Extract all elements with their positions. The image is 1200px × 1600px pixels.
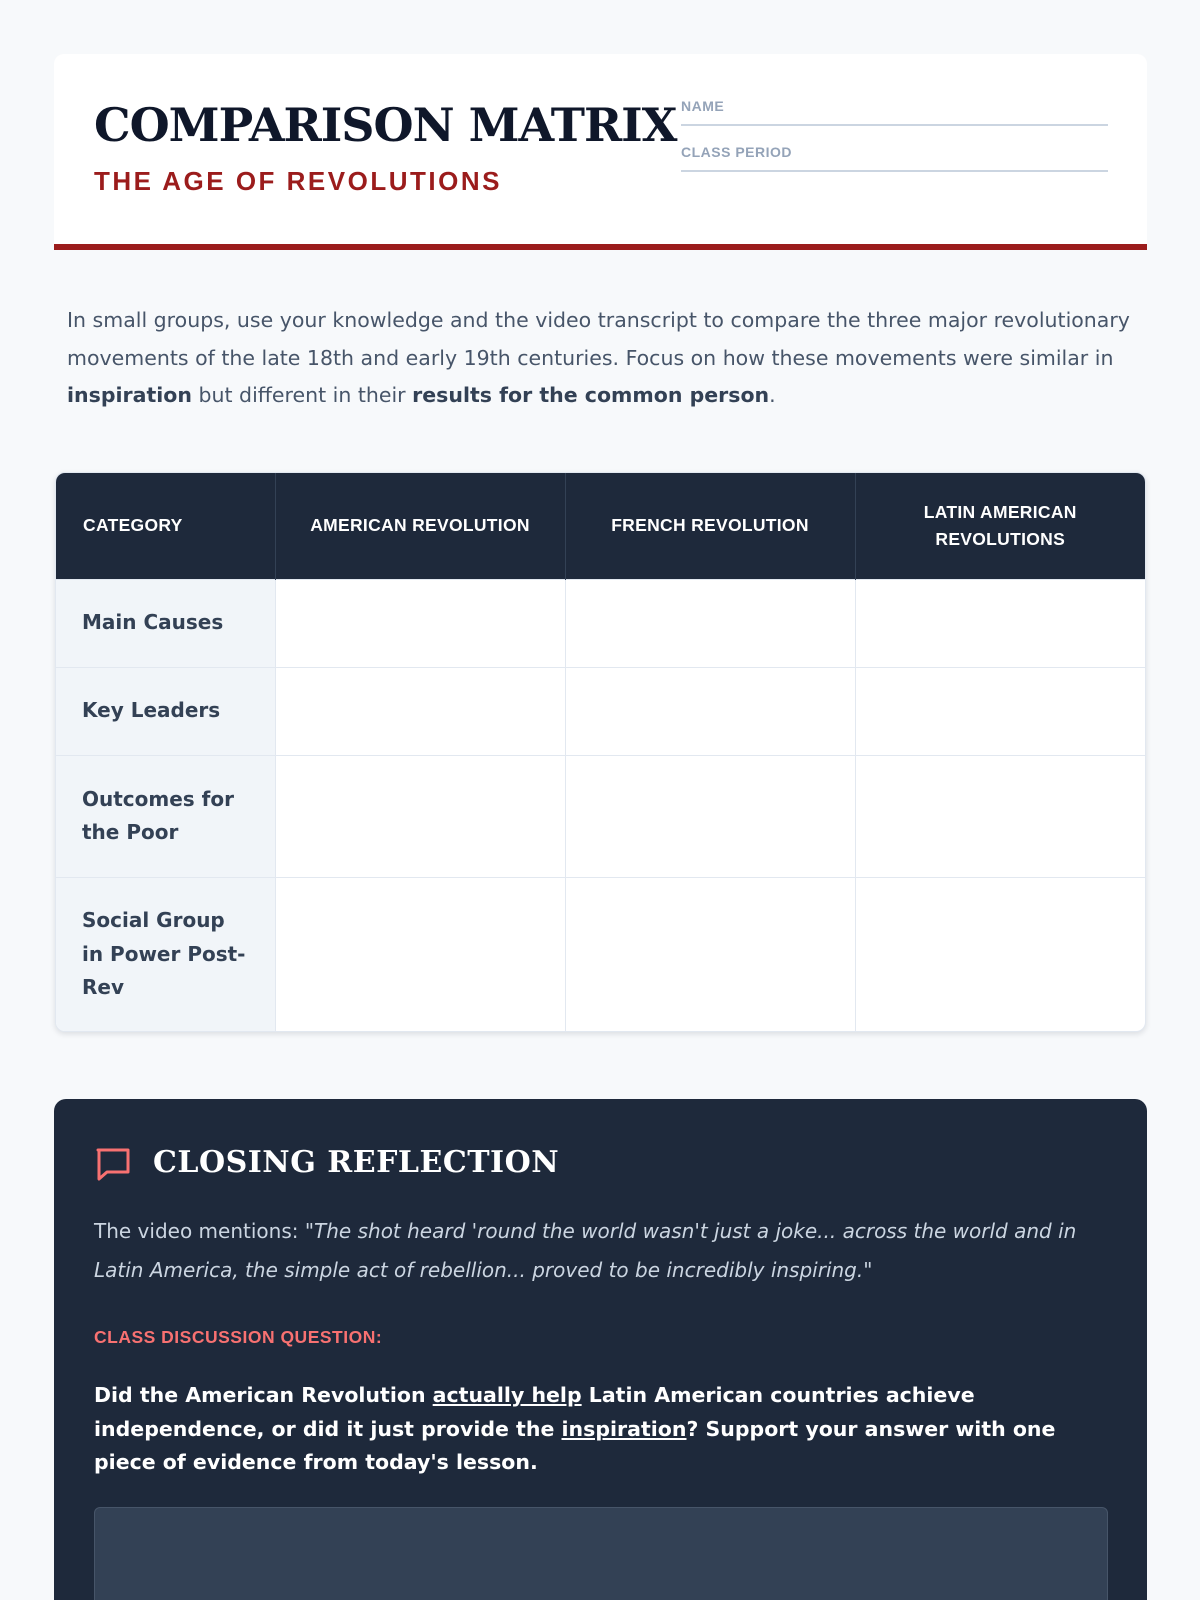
table-row xyxy=(56,667,1145,755)
instructions-text: . xyxy=(769,383,776,407)
header-card xyxy=(54,54,1147,250)
question-text: Did the American Revolution xyxy=(94,1383,433,1407)
instructions-text: In small groups, use your knowledge and the video transcript to compare the three major revolutionary movements of the late 18th and early 19th centuries. Focus on how these movements were similar in xyxy=(67,308,1130,370)
answer-cell[interactable] xyxy=(275,579,565,667)
answer-cell[interactable] xyxy=(565,877,855,1031)
speech-bubble-icon xyxy=(94,1145,132,1183)
table-row xyxy=(56,755,1145,877)
answer-cell[interactable] xyxy=(565,755,855,877)
class-period-field[interactable] xyxy=(681,142,1108,172)
name-label: NAME xyxy=(681,98,725,114)
class-period-label: CLASS PERIOD xyxy=(681,144,793,160)
table-row xyxy=(56,579,1145,667)
reflection-quote xyxy=(94,1212,1114,1289)
header-french-revolution: FRENCH REVOLUTION xyxy=(565,473,855,579)
comparison-matrix xyxy=(55,472,1146,1032)
discussion-question xyxy=(94,1379,1114,1480)
header-american-revolution: AMERICAN REVOLUTION xyxy=(275,473,565,579)
answer-cell[interactable] xyxy=(855,667,1145,755)
answer-cell[interactable] xyxy=(275,755,565,877)
reflection-answer-box[interactable] xyxy=(94,1507,1108,1600)
instructions-text: but different in their xyxy=(191,383,413,407)
instructions-emphasis-results: results for the common person xyxy=(412,383,770,407)
table-row xyxy=(56,877,1145,1031)
header-category: CATEGORY xyxy=(56,473,275,579)
answer-cell[interactable] xyxy=(275,667,565,755)
instructions-emphasis-inspiration: inspiration xyxy=(67,383,192,407)
page-subtitle: THE AGE OF REVOLUTIONS xyxy=(94,166,502,196)
answer-cell[interactable] xyxy=(275,877,565,1031)
answer-cell[interactable] xyxy=(565,579,855,667)
answer-cell[interactable] xyxy=(855,579,1145,667)
instructions xyxy=(67,302,1147,415)
answer-cell[interactable] xyxy=(855,755,1145,877)
quote-intro: The video mentions: xyxy=(94,1219,305,1243)
page-title: COMPARISON MATRIX xyxy=(94,98,677,152)
question-text: ? Support your answer with one piece of evidence from today's lesson. xyxy=(94,1416,1056,1474)
name-field[interactable] xyxy=(681,96,1108,126)
quote-text: "The shot heard 'round the world wasn't just a joke... across the world and in Latin America, the simple act of rebellion... proved to be incredibly inspiring." xyxy=(94,1219,1077,1282)
question-text: Latin American countries achieve independence, or did it just provide the xyxy=(94,1383,975,1441)
discussion-label: CLASS DISCUSSION QUESTION: xyxy=(94,1327,383,1347)
reflection-title: CLOSING REFLECTION xyxy=(153,1145,560,1180)
row-label-key-leaders: Key Leaders xyxy=(56,667,275,755)
answer-cell[interactable] xyxy=(855,877,1145,1031)
question-emphasis-actually-help: actually help xyxy=(432,1383,582,1407)
row-label-main-causes: Main Causes xyxy=(56,579,275,667)
row-label-outcomes-poor: Outcomes for the Poor xyxy=(56,755,275,877)
header-latin-american-revolutions: LATIN AMERICAN REVOLUTIONS xyxy=(855,473,1145,579)
closing-reflection-card xyxy=(54,1099,1147,1600)
answer-cell[interactable] xyxy=(565,667,855,755)
question-emphasis-inspiration: inspiration xyxy=(561,1416,687,1441)
matrix-header-row xyxy=(56,473,1145,579)
row-label-social-group: Social Group in Power Post-Rev xyxy=(56,877,275,1031)
